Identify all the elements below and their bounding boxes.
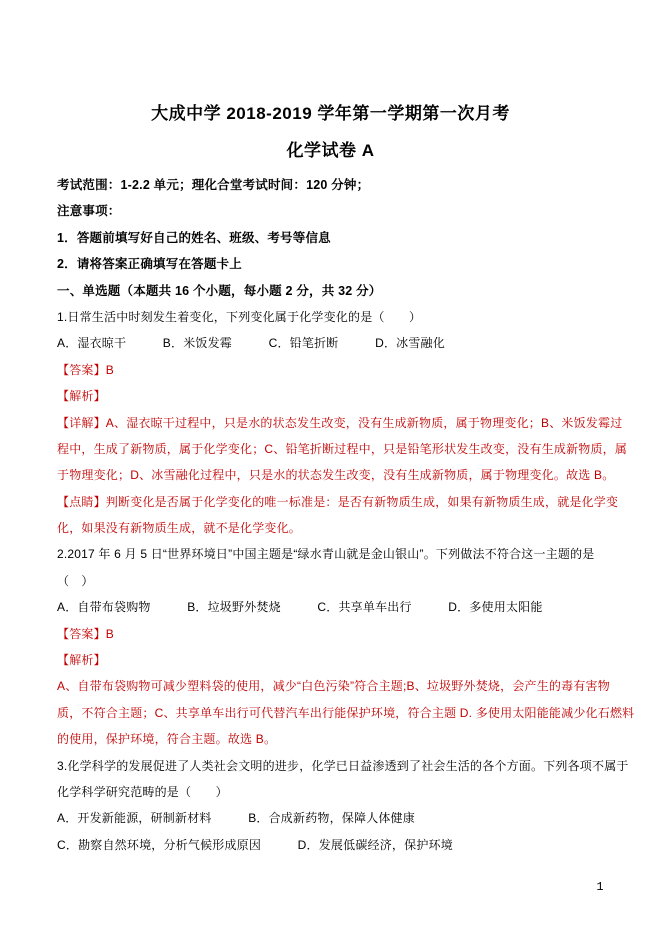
- question-1-options: A．湿衣晾干 B．米饭发霉 C．铅笔折断 D．冰雪融化: [57, 336, 445, 351]
- question-1-tip-line-2: 化，如果没有新物质生成，就不是化学变化。: [57, 521, 302, 536]
- document-title: 大成中学 2018-2019 学年第一学期第一次月考: [151, 104, 510, 123]
- notice-item-2: 2．请将答案正确填写在答题卡上: [57, 257, 242, 272]
- question-1-detail-line-2: 程中，生成了新物质，属于化学变化；C、铅笔折断过程中，只是铅笔形状发生改变，没有生成新物质，属: [57, 441, 628, 456]
- question-2-analysis-line-1: A、自带布袋购物可减少塑料袋的使用，减少“白色污染”符合主题;B、垃圾野外焚烧，会产生的毒有害物: [57, 679, 610, 694]
- section-1-heading: 一、单选题（本题共 16 个小题，每小题 2 分，共 32 分）: [57, 283, 382, 298]
- question-2-answer: 【答案】B: [57, 626, 115, 641]
- question-2-stem-line-2: （ ）: [57, 573, 94, 588]
- question-3-options-ab: A．开发新能源，研制新材料 B．合成新药物，保障人体健康: [57, 811, 416, 826]
- question-1-stem: 1.日常生活中时刻发生着变化，下列变化属于化学变化的是（ ）: [57, 309, 422, 324]
- question-1-detail-line-1: 【详解】A、湿衣晾干过程中，只是水的状态发生改变，没有生成新物质，属于物理变化；B、米饭发霉过: [57, 415, 623, 430]
- notice-item-1: 1．答题前填写好自己的姓名、班级、考号等信息: [57, 230, 331, 245]
- question-2-analysis-line-2: 质，不符合主题；C、共享单车出行可代替汽车出行能保护环境，符合主题 D. 多使用太阳能能减少化石燃料: [57, 705, 635, 720]
- question-1-answer: 【答案】B: [57, 362, 115, 377]
- document-subtitle: 化学试卷 A: [286, 141, 375, 160]
- question-3-stem-line-1: 3.化学科学的发展促进了人类社会文明的进步，化学已日益渗透到了社会生活的各个方面。下列各项不属于: [57, 758, 629, 773]
- page-number: 1: [596, 880, 604, 894]
- question-3-options-cd: C．勘察自然环境，分析气候形成原因 D．发展低碳经济，保护环境: [57, 837, 453, 852]
- question-1-analysis-label: 【解析】: [57, 389, 106, 404]
- document-header: [0, 0, 661, 169]
- question-1-tip-line-1: 【点睛】判断变化是否属于化学变化的唯一标准是：是否有新物质生成，如果有新物质生成，就是化学变: [57, 494, 619, 509]
- question-2-analysis-label: 【解析】: [57, 653, 106, 668]
- question-2-options: A．自带布袋购物 B．垃圾野外焚烧 C．共享单车出行 D．多使用太阳能: [57, 600, 543, 615]
- question-2-stem-line-1: 2.2017 年 6 月 5 日“世界环境日”中国主题是“绿水青山就是金山银山”。下列做法不符合这一主题的是: [57, 547, 595, 562]
- question-3-stem-line-2: 化学科学研究范畴的是（ ）: [57, 784, 228, 799]
- question-2-analysis-line-3: 的使用，保护环境，符合主题。故选 B。: [57, 732, 277, 747]
- document-body: [0, 169, 661, 858]
- notice-heading: 注意事项：: [57, 204, 121, 219]
- exam-scope-line: 考试范围：1-2.2 单元；理化合堂考试时间：120 分钟；: [57, 178, 370, 192]
- question-1-detail-line-3: 于物理变化；D、冰雪融化过程中，只是水的状态发生改变，没有生成新物质，属于物理变化。故选 B。: [57, 468, 615, 483]
